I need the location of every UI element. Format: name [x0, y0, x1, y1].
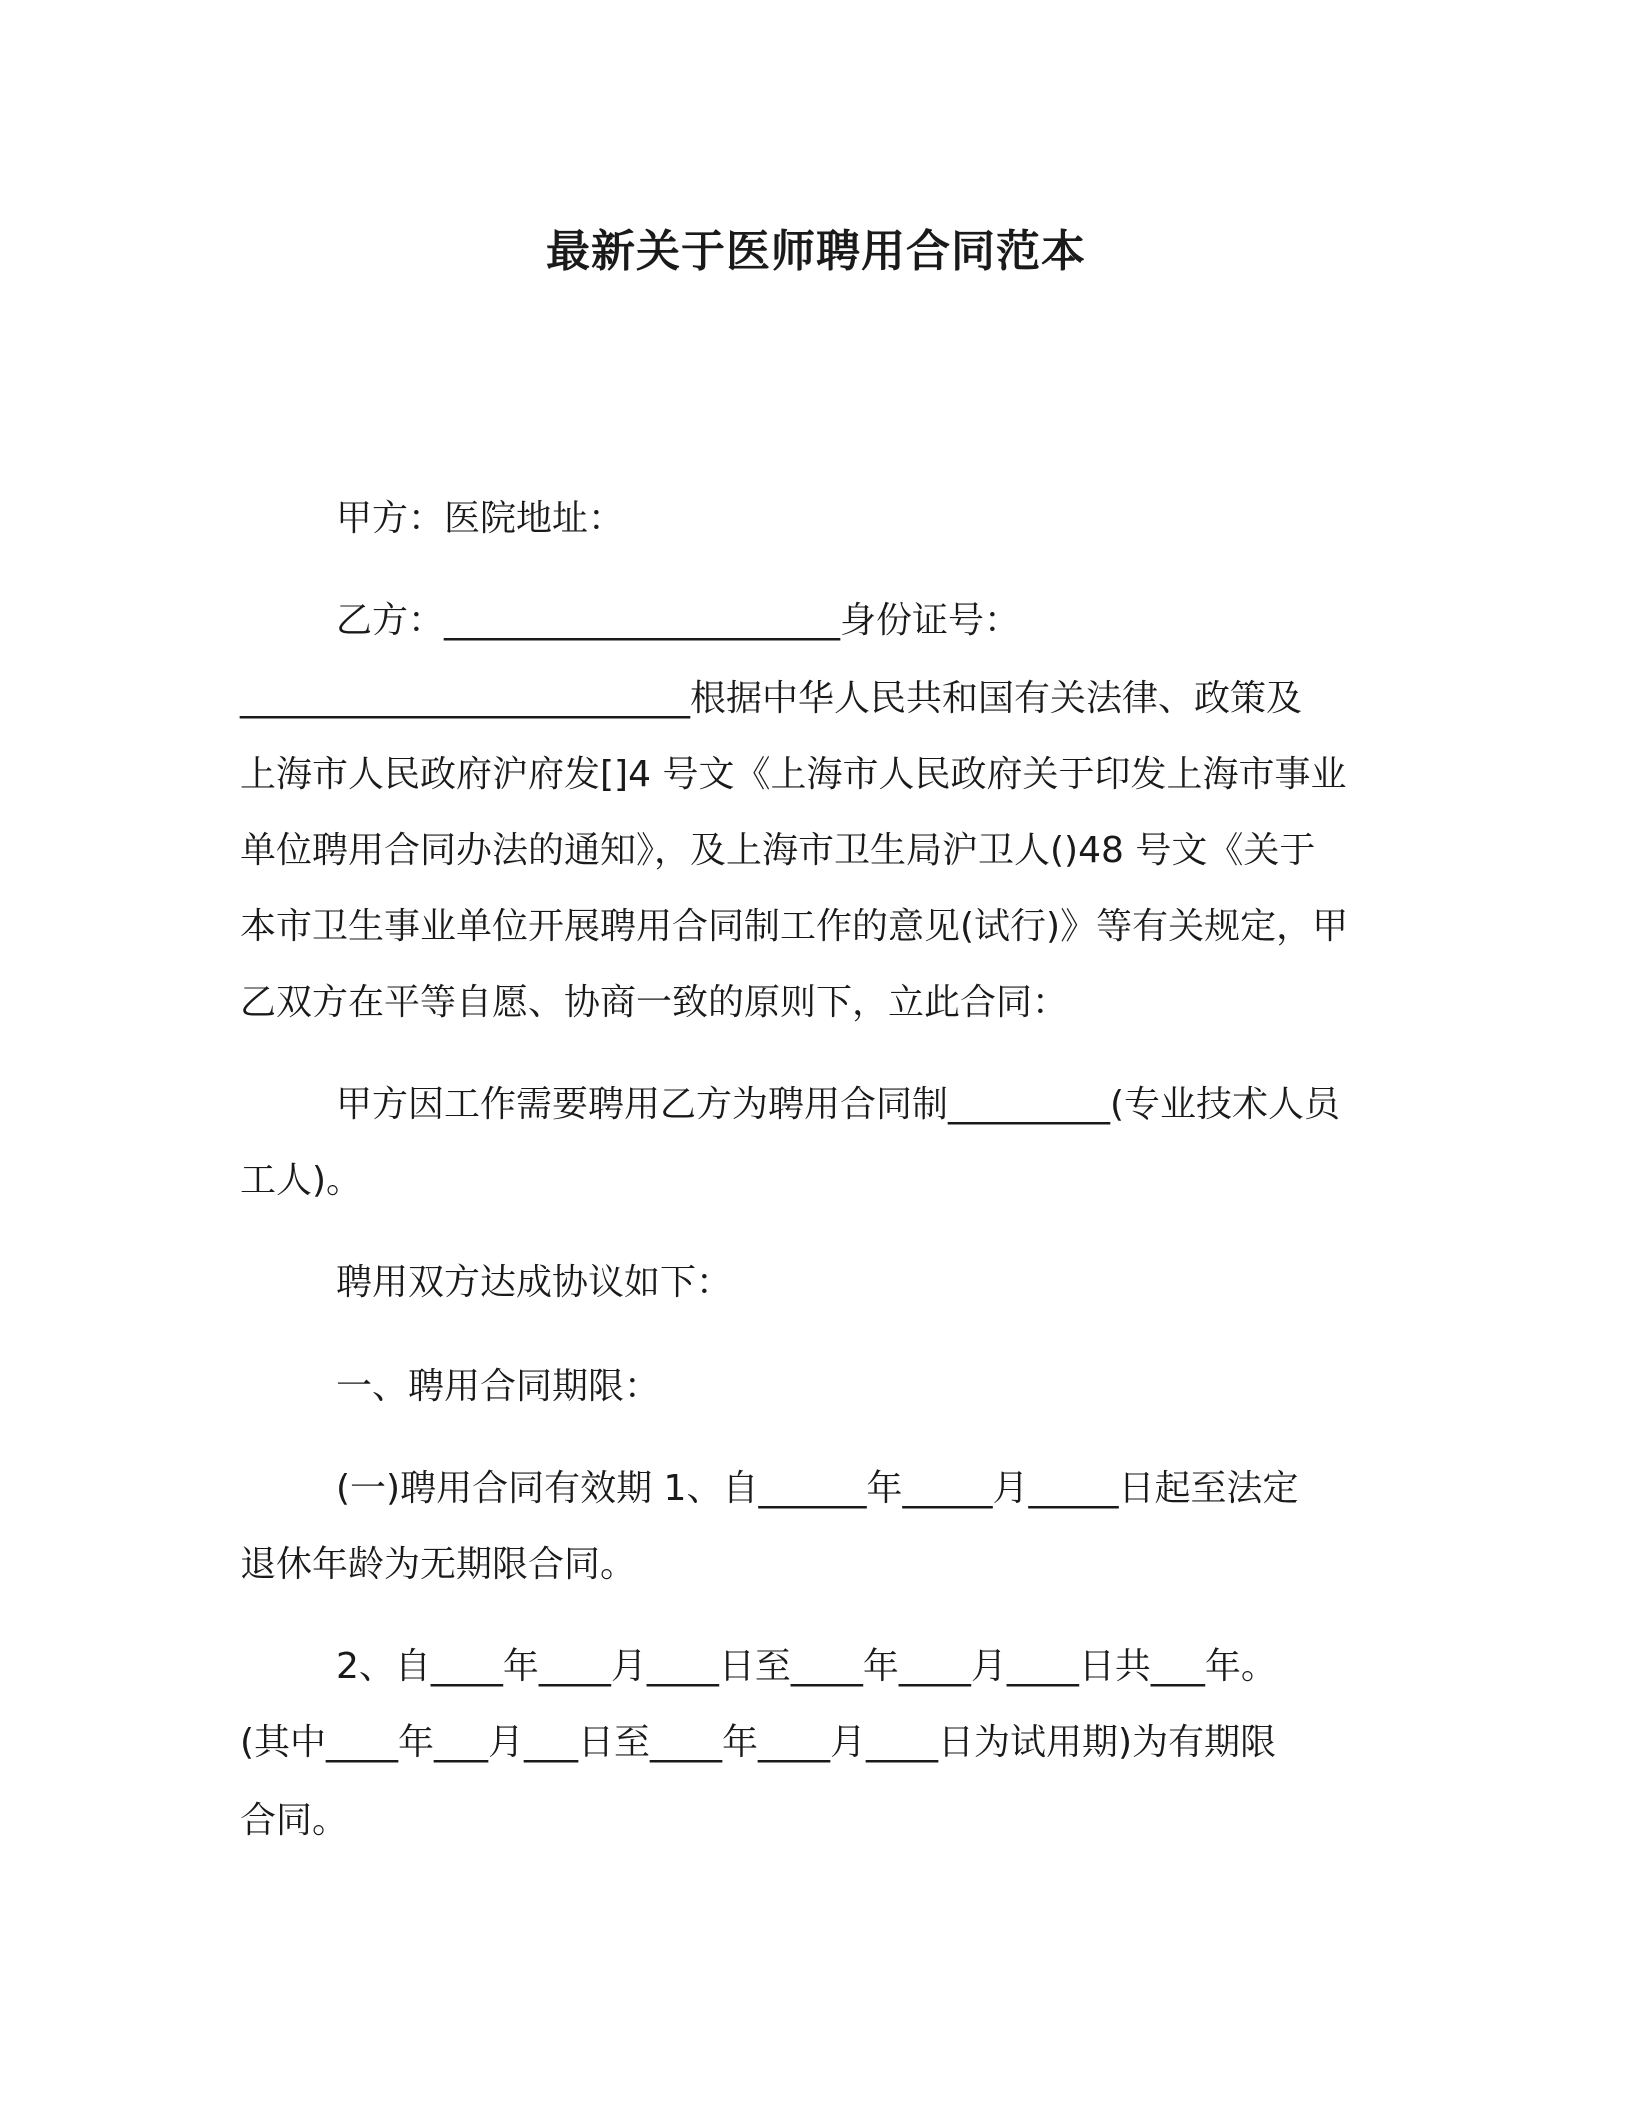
document-title: 最新关于医师聘用合同范本	[546, 226, 1086, 277]
preamble-line-5: 乙双方在平等自愿、协商一致的原则下，立此合同：	[240, 982, 1069, 1023]
agreement-intro: 聘用双方达成协议如下：	[336, 1262, 733, 1303]
employment-line-2: 工人)。	[240, 1160, 363, 1201]
preamble-line-3: 单位聘用合同办法的通知》，及上海市卫生局沪卫人()48 号文《关于	[240, 830, 1316, 871]
preamble-line-2: 上海市人民政府沪府发[]4 号文《上海市人民政府关于印发上海市事业	[240, 754, 1347, 795]
term-clause-2-line-3: 合同。	[240, 1800, 349, 1841]
term-clause-2-line-1: 2、自____年____月____日至____年____月____日共___年。	[336, 1646, 1277, 1687]
party-a-line: 甲方：医院地址：	[336, 498, 625, 539]
section-heading-term: 一、聘用合同期限：	[336, 1366, 661, 1407]
term-clause-1-line-2: 退休年龄为无期限合同。	[240, 1544, 637, 1585]
party-b-line: 乙方：______________________身份证号：	[336, 600, 1021, 641]
employment-line-1: 甲方因工作需要聘用乙方为聘用合同制_________(专业技术人员	[336, 1084, 1341, 1125]
preamble-line-4: 本市卫生事业单位开展聘用合同制工作的意见(试行)》等有关规定，甲	[240, 906, 1349, 947]
preamble-line-1: _________________________根据中华人民共和国有关法律、政策及	[240, 678, 1303, 719]
term-clause-2-line-2: (其中____年___月___日至____年____月____日为试用期)为有期限	[240, 1722, 1277, 1763]
term-clause-1-line-1: (一)聘用合同有效期 1、自______年_____月_____日起至法定	[336, 1468, 1299, 1509]
